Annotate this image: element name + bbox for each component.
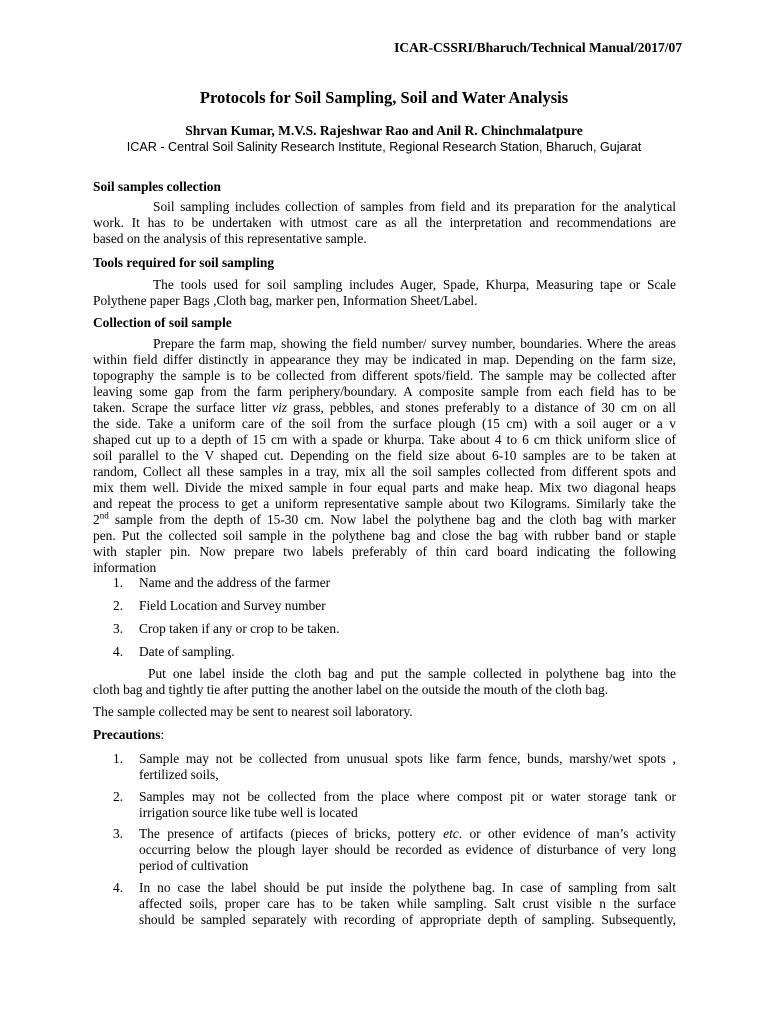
list-text: Field Location and Survey number [139, 598, 326, 613]
paragraph-labeling [93, 666, 676, 698]
text-line: shaped cut up to a depth of 15 cm with a spade or khurpa. Take about 4 to 6 cm thick uniform slice of [93, 432, 676, 447]
authors: Shrvan Kumar, M.V.S. Rajeshwar Rao and Anil R. Chinchmalatpure [185, 123, 583, 138]
text-line: the side. Take a uniform care of the soil from the surface plough (15 cm) with a soil auger or a v [93, 416, 676, 431]
document-reference: ICAR-CSSRI/Bharuch/Technical Manual/2017/07 [394, 40, 682, 55]
list-text: Name and the address of the farmer [139, 575, 331, 590]
list-text: Samples may not be collected from the place where compost pit or water storage tank or irrigation source like tube well is located [139, 789, 676, 820]
document-title: Protocols for Soil Sampling, Soil and Water Analysis [199, 88, 569, 107]
text-line: with stapler pin. Now prepare two labels preferably of thin card board indicating the following [93, 544, 676, 559]
text-line: random, Collect all these samples in a tray, mix all the soil samples collected from different spots and [93, 464, 676, 479]
list-number: 3. [113, 826, 124, 841]
paragraph-collection-of-soil-sample [93, 336, 676, 576]
text-line: Polythene paper Bags ,Cloth bag, marker pen, Information Sheet/Label. [93, 293, 478, 308]
list-number: 2. [113, 598, 124, 613]
text-line: mix them well. Divide the mixed sample in four equal parts and make heap. Mix two diagonal heaps [93, 480, 676, 495]
affiliation: ICAR - Central Soil Salinity Research Institute, Regional Research Station, Bharuch, Gujarat [126, 140, 642, 154]
list-number: 1. [113, 751, 124, 766]
list-number: 2. [113, 789, 124, 804]
text-line: taken. Scrape the surface litter viz grass, pebbles, and stones preferably to a distance of 30 cm on all [93, 400, 677, 415]
text-line: topography the sample is to be collected from different spots/field. The sample may be collected after [93, 368, 676, 383]
text-line: based on the analysis of this representative sample. [93, 231, 367, 246]
text-line: The tools used for soil sampling includes Auger, Spade, Khurpa, Measuring tape or Scale [153, 277, 676, 292]
section-heading-precautions: Precautions: [93, 727, 165, 742]
text-line: leaving some gap from the farm periphery/boundary. A composite sample from each field has to be [93, 384, 676, 399]
paragraph-laboratory: The sample collected may be sent to nearest soil laboratory. [93, 704, 413, 719]
text-line: pen. Put the collected soil sample in the polythene bag and close the bag with rubber band or staple [93, 528, 676, 543]
text-line: within field differ distinctly in appearance they may be indicated in map. Depending on the farm size, [93, 352, 676, 367]
list-text: Crop taken if any or crop to be taken. [139, 621, 340, 636]
list-number: 4. [113, 880, 124, 895]
list-number: 3. [113, 621, 124, 636]
section-heading-soil-samples-collection: Soil samples collection [93, 179, 221, 194]
text-line: Prepare the farm map, showing the field number/ survey number, boundaries. Where the areas [153, 336, 676, 351]
section-heading-collection-of-soil-sample: Collection of soil sample [93, 315, 232, 330]
text-line: Soil sampling includes collection of samples from field and its preparation for the analytical [153, 199, 676, 214]
list-number: 4. [113, 644, 124, 659]
list-text: The presence of artifacts (pieces of bricks, pottery etc. or other evidence of man’s activity occurring below the plough layer should be recorded as evidence of disturbance of very long period of cultivation [139, 826, 676, 873]
list-text: Sample may not be collected from unusual spots like farm fence, bunds, marshy/wet spots , fertilized soils, [139, 751, 676, 782]
text-line: work. It has to be undertaken with utmost care as all the interpretation and recommendations are [93, 215, 676, 230]
list-number: 1. [113, 575, 124, 590]
list-text: Date of sampling. [139, 644, 235, 659]
text-line: 2nd sample from the depth of 15-30 cm. Now label the polythene bag and the cloth bag with marker [93, 510, 676, 527]
text-line: information [93, 560, 157, 575]
section-heading-tools-required: Tools required for soil sampling [93, 255, 275, 270]
text-line: and repeat the process to get a uniform representative sample about two Kilograms. Similarly take the [93, 496, 676, 511]
text-line: cloth bag and tightly tie after putting the another label on the outside the mouth of the cloth bag. [93, 682, 609, 697]
paragraph-soil-samples-collection [93, 199, 676, 247]
text-line: soil parallel to the V shaped cut. Depending on the field size about 6-10 samples are to be taken at [93, 448, 676, 463]
list-text: In no case the label should be put inside the polythene bag. In case of sampling from salt affected soils, proper care has to be taken while sampling. Salt crust visible n the surface should be sampled separately with recording of appropriate depth of sampling. Subsequently, [139, 880, 676, 927]
text-line: Put one label inside the cloth bag and put the sample collected in polythene bag into the [148, 666, 676, 681]
paragraph-tools-required [93, 277, 676, 309]
